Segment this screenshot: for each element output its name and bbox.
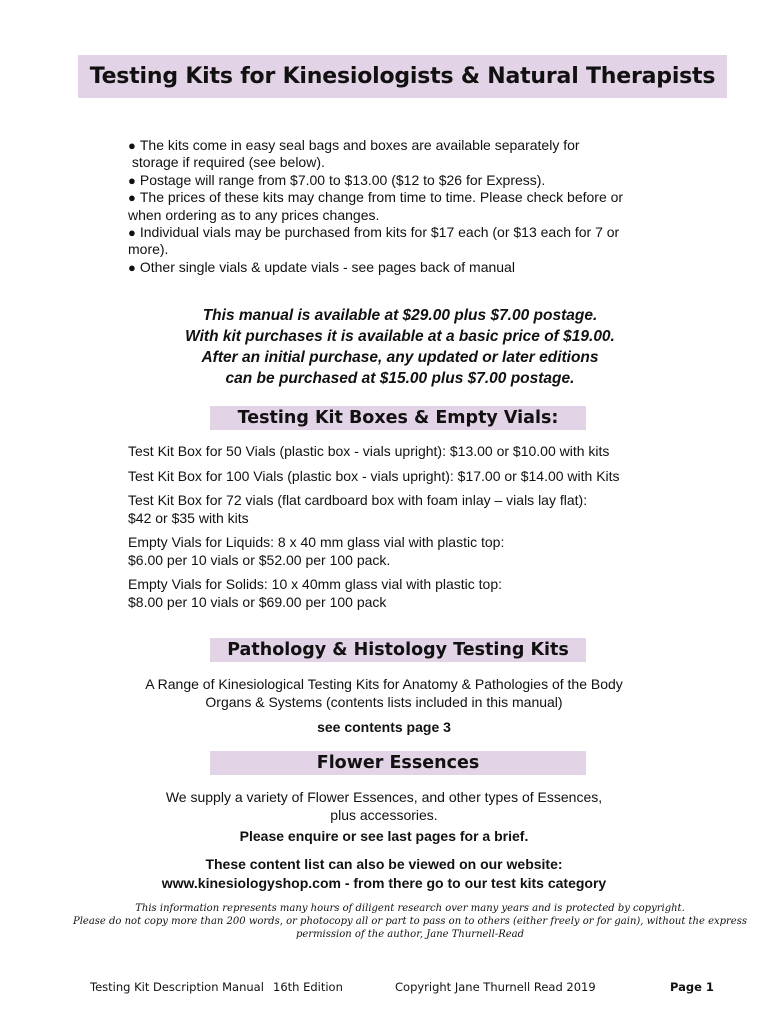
bullet-item-cont: when ordering as to any prices changes. — [128, 206, 380, 223]
section-heading-pathology: Pathology & Histology Testing Kits — [210, 638, 586, 662]
page-title: Testing Kits for Kinesiologists & Natural Therapists — [89, 64, 716, 89]
flower-description — [90, 788, 678, 845]
bullet-item-cont: more). — [128, 241, 169, 258]
manual-pricing-line: With kit purchases it is available at a basic price of $19.00. — [185, 328, 615, 345]
pathology-desc-line: A Range of Kinesiological Testing Kits for Anatomy & Pathologies of the Body — [145, 676, 623, 692]
copyright-line: Please do not copy more than 200 words, or photocopy all or part to pass on to others (either freely or for gain), without the express — [72, 916, 747, 927]
section-heading-boxes: Testing Kit Boxes & Empty Vials: — [210, 406, 586, 430]
website-line: These content list can also be viewed on our website: — [205, 856, 563, 872]
website-link[interactable]: www.kinesiologyshop.com - from there go to our test kits category — [161, 875, 607, 891]
list-item: Test Kit Box for 50 Vials (plastic box - vials upright): $13.00 or $10.00 with kits — [128, 443, 610, 459]
website-note — [90, 855, 678, 893]
pathology-description — [90, 675, 678, 736]
footer-copyright: Copyright Jane Thurnell Read 2019 — [395, 980, 596, 994]
flower-desc-line: plus accessories. — [330, 807, 438, 823]
bullet-item: ● Postage will range from $7.00 to $13.00 ($12 to $26 for Express). — [128, 171, 546, 188]
footer-edition: 16th Edition — [273, 980, 343, 994]
copyright-notice — [70, 902, 750, 941]
bullet-item: ● The kits come in easy seal bags and boxes are available separately for — [128, 137, 580, 153]
pathology-desc-line: Organs & Systems (contents lists included in this manual) — [205, 694, 563, 710]
bullet-dot-icon: ● — [128, 172, 136, 188]
flower-desc-line: We supply a variety of Flower Essences, and other types of Essences, — [165, 789, 603, 805]
flower-note: Please enquire or see last pages for a brief. — [239, 828, 529, 844]
list-item: Test Kit Box for 72 vials (flat cardboard box with foam inlay – vials lay flat): $42 or $35 with kits — [128, 492, 588, 526]
pathology-note: see contents page 3 — [317, 719, 451, 735]
bullet-dot-icon: ● — [128, 138, 136, 153]
footer-page-number: Page 1 — [670, 980, 714, 994]
bullet-item: ● Other single vials & update vials - see pages back of manual — [128, 258, 515, 275]
bullet-item-cont: storage if required (see below). — [128, 154, 325, 171]
manual-pricing — [100, 305, 700, 389]
bullet-dot-icon: ● — [128, 225, 136, 241]
bullet-dot-icon: ● — [128, 190, 136, 206]
bullet-list — [128, 137, 698, 276]
manual-pricing-line: can be purchased at $15.00 plus $7.00 postage. — [225, 370, 575, 387]
bullet-dot-icon: ● — [128, 259, 136, 275]
manual-pricing-line: After an initial purchase, any updated or later editions — [201, 349, 599, 366]
list-item: Empty Vials for Solids: 10 x 40mm glass vial with plastic top: $8.00 per 10 vials or $69.00 per 100 pack — [128, 576, 503, 610]
bullet-item: ● The prices of these kits may change from time to time. Please check before or — [128, 189, 624, 206]
title-banner — [78, 55, 727, 98]
copyright-line: permission of the author, Jane Thurnell-Read — [295, 929, 525, 940]
copyright-line: This information represents many hours of diligent research over many years and is protected by copyright. — [135, 903, 685, 914]
bullet-item: ● Individual vials may be purchased from kits for $17 each (or $13 each for 7 or — [128, 224, 620, 241]
footer-manual-name: Testing Kit Description Manual — [90, 980, 264, 994]
kit-box-list — [128, 443, 728, 618]
list-item: Empty Vials for Liquids: 8 x 40 mm glass vial with plastic top: $6.00 per 10 vials or $52.00 per 100 pack. — [128, 534, 505, 568]
manual-pricing-line: This manual is available at $29.00 plus $7.00 postage. — [202, 307, 598, 324]
section-heading-flower: Flower Essences — [210, 751, 586, 775]
list-item: Test Kit Box for 100 Vials (plastic box - vials upright): $17.00 or $14.00 with Kits — [128, 467, 620, 484]
